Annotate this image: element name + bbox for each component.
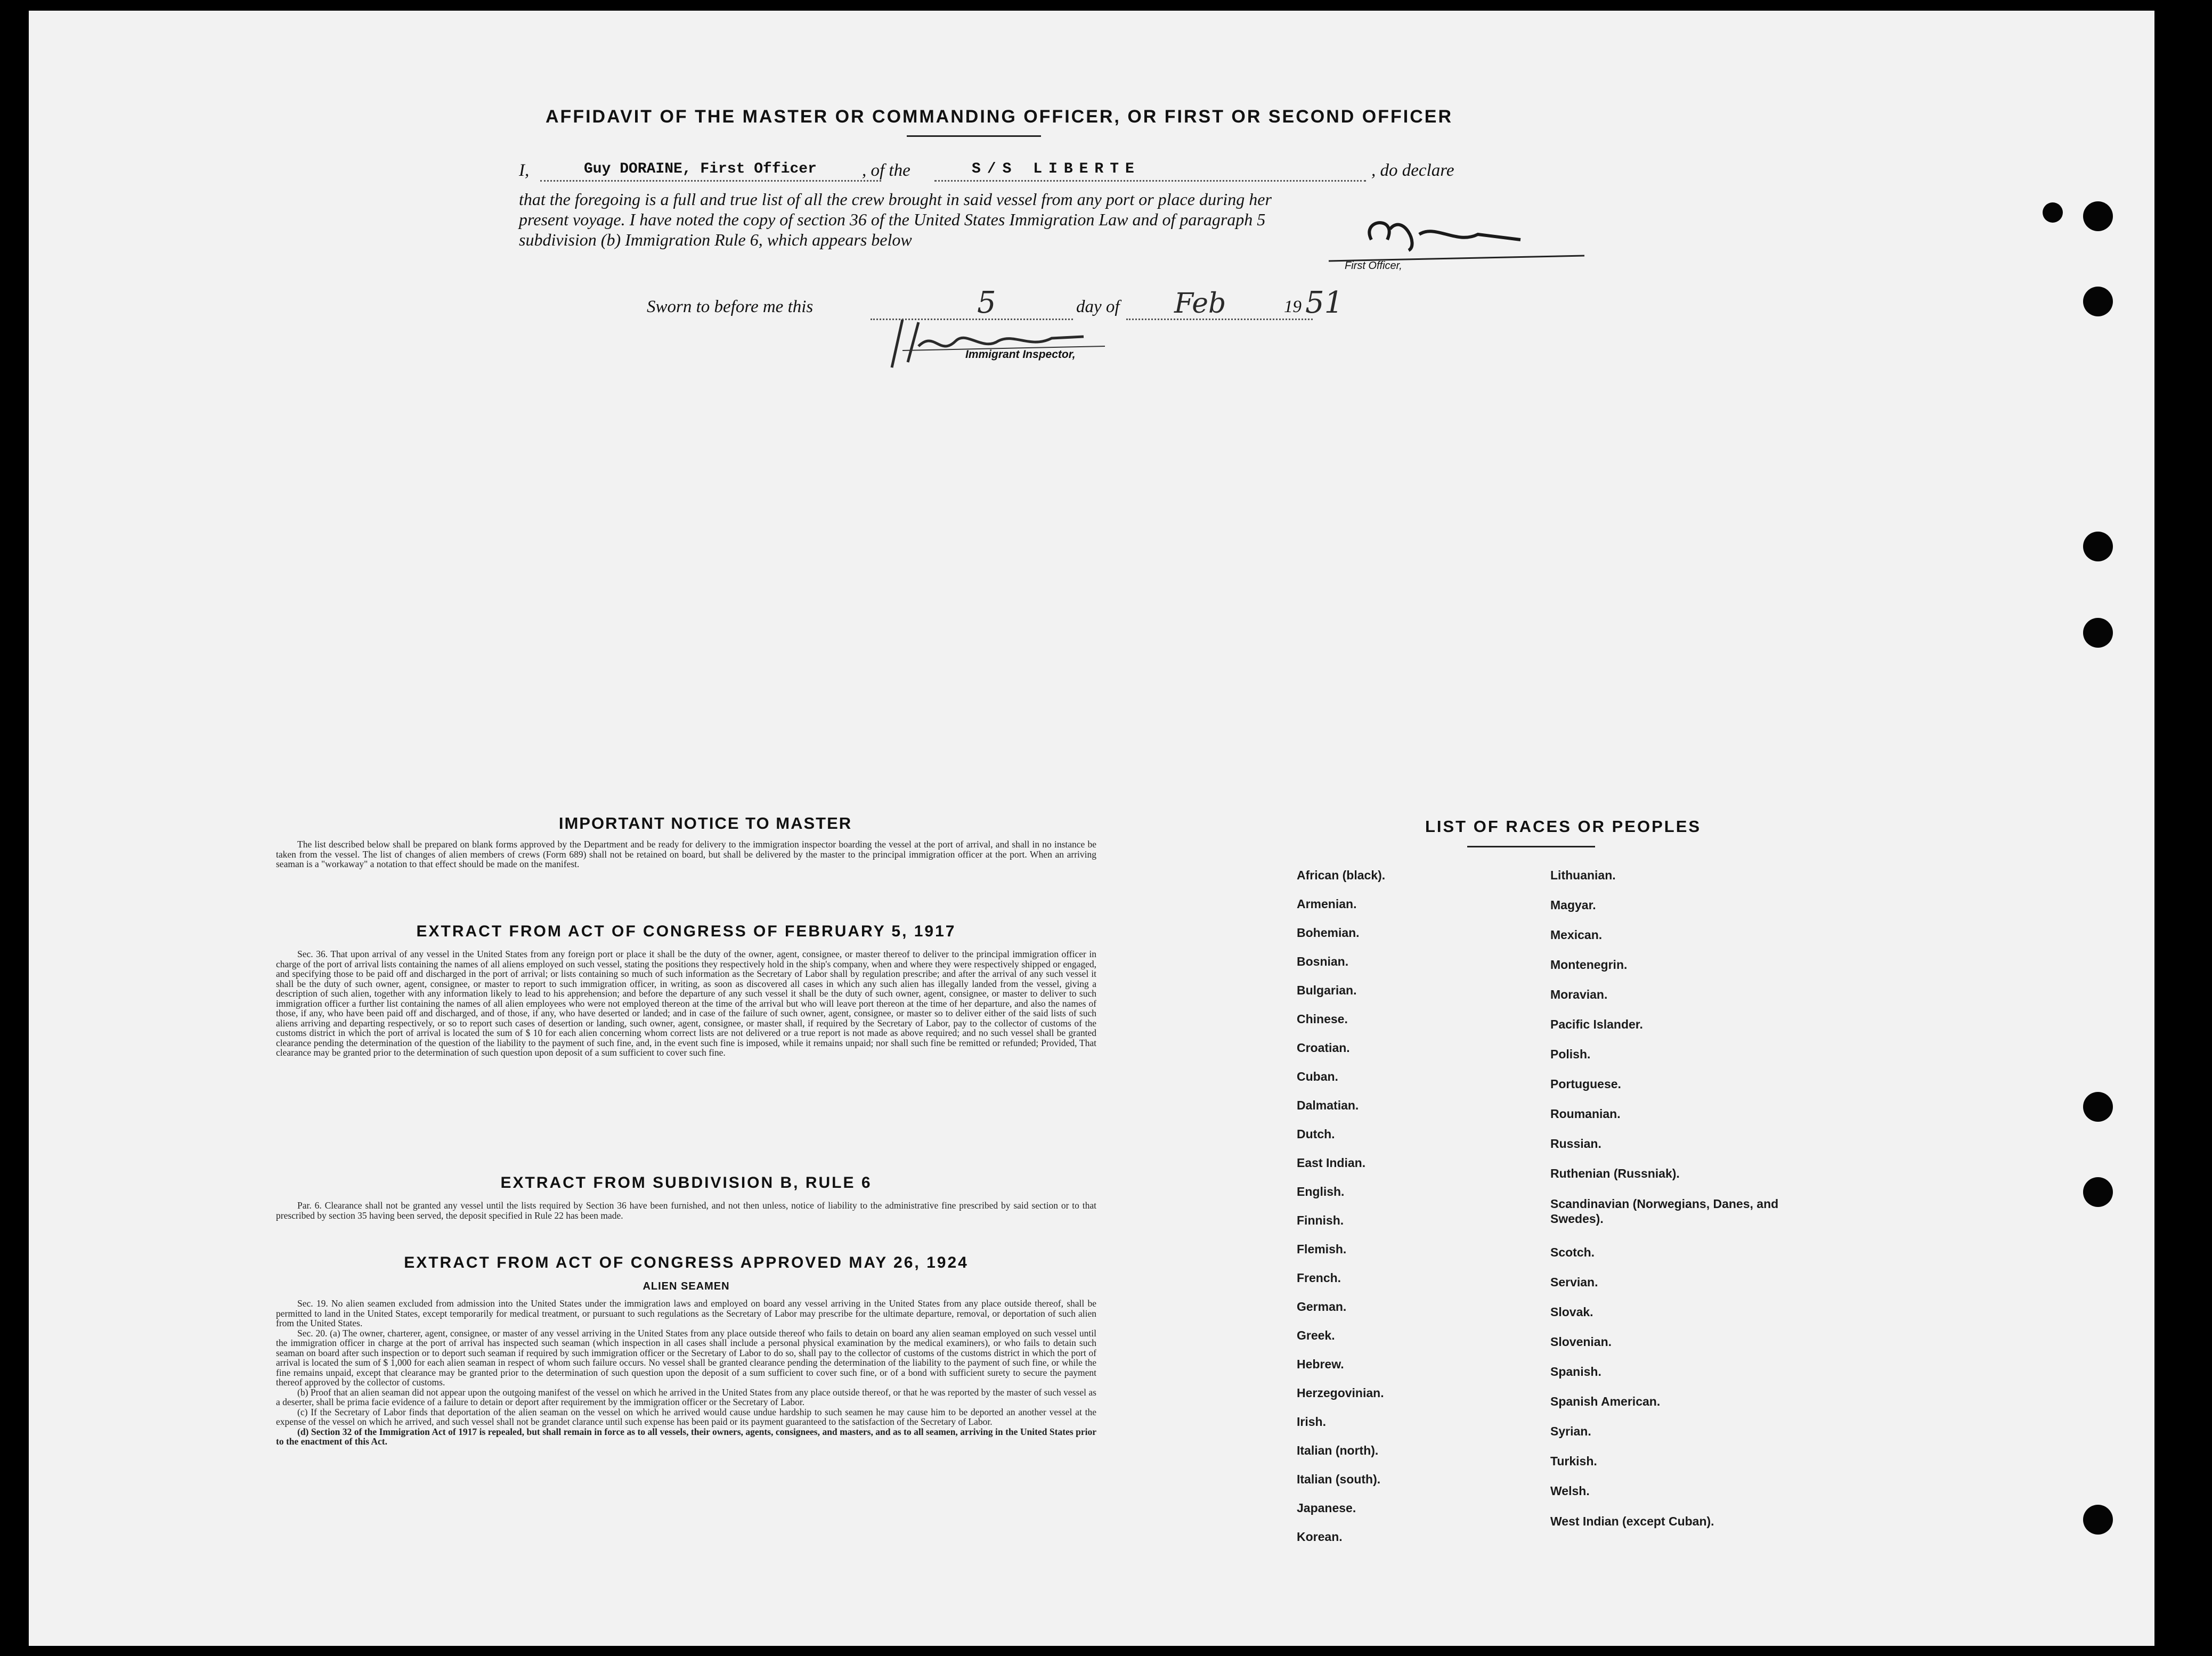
race-item: Chinese. — [1297, 1012, 1348, 1026]
officer-signature-icon — [1297, 202, 1595, 277]
race-item: Moravian. — [1550, 988, 1608, 1001]
race-item: Russian. — [1550, 1137, 1601, 1151]
notice-intro: The list described below shall be prepared on blank forms approved by the Department and be ready for delivery to the immigration inspector boarding the vessel at the port of arrival, and shall in no instance be taken from the vessel. The list of changes of alien members of crews (Form 689) shall not be retained on board, but shall be delivered by the master to the principal immigration officer at the port. When an arriving seaman is a "workaway" a notation to that effect should be made on the manifest. — [276, 839, 1096, 869]
extract3-title: EXTRACT FROM ACT OF CONGRESS APPROVED MAY 26, 1924 — [404, 1254, 969, 1271]
race-item: Herzegovinian. — [1297, 1386, 1384, 1400]
day-of-label: day of — [1076, 297, 1120, 316]
vessel-line — [934, 180, 1366, 182]
race-item: Flemish. — [1297, 1242, 1347, 1256]
race-item: Croatian. — [1297, 1041, 1350, 1055]
sworn-month-line — [1126, 319, 1313, 320]
officer-label-text: First Officer, — [1345, 260, 1402, 272]
declarant-line — [540, 180, 881, 182]
race-item: Armenian. — [1297, 897, 1357, 911]
notice-title: IMPORTANT NOTICE TO MASTER — [558, 814, 852, 833]
sworn-month: Feb — [1174, 288, 1226, 320]
races-title: LIST OF RACES OR PEOPLES — [1425, 817, 1702, 836]
race-item: Pacific Islander. — [1550, 1017, 1643, 1031]
extract3-body — [276, 1299, 1096, 1447]
race-item: African (black). — [1297, 868, 1386, 882]
race-item: Welsh. — [1550, 1484, 1590, 1498]
race-item: Polish. — [1550, 1047, 1591, 1061]
punch-hole-icon — [2083, 1505, 2113, 1535]
of-the-label: , of the — [862, 161, 910, 180]
race-item: West Indian (except Cuban). — [1550, 1514, 1714, 1528]
race-item: German. — [1297, 1300, 1347, 1314]
race-item: Scotch. — [1550, 1245, 1595, 1259]
race-item: Spanish American. — [1550, 1394, 1661, 1408]
race-item: English. — [1297, 1185, 1345, 1198]
year-prefix: 19 — [1284, 297, 1302, 316]
document-sheet — [29, 11, 2154, 1646]
race-item: Greek. — [1297, 1328, 1335, 1342]
extract3-subtitle: ALIEN SEAMEN — [643, 1280, 730, 1292]
race-item: Montenegrin. — [1550, 958, 1628, 972]
sworn-day: 5 — [977, 285, 996, 320]
race-item: Irish. — [1297, 1415, 1326, 1429]
races-title-underline — [1467, 846, 1595, 847]
race-item: Spanish. — [1550, 1365, 1601, 1378]
race-item: East Indian. — [1297, 1156, 1366, 1170]
race-item: Korean. — [1297, 1530, 1343, 1544]
race-item: Portuguese. — [1550, 1077, 1621, 1091]
race-item: Syrian. — [1550, 1424, 1591, 1438]
punch-hole-icon — [2083, 618, 2113, 648]
extract1-title: EXTRACT FROM ACT OF CONGRESS OF FEBRUARY 5, 1917 — [416, 923, 956, 940]
inspector-signature-icon — [881, 309, 1148, 373]
extract1-body: Sec. 36. That upon arrival of any vessel in the United States from any foreign port or place it shall be the duty of the owner, agent, consignee, or master thereof to deliver to the principal immigration officer in charge of the port of arrival lists containing the names of all aliens employed on such vessel, stating the positions they respectively hold in the ship's company, when and where they were respectively shipped or engaged, and specifying those to be paid off and discharged in the port of arrival; or lists containing so much of such information as the Secretary of Labor shall by regulation prescribe; and after the arrival of any such vessel it shall be the duty of such owner, agent, consignee, or master to report to such immigration officer, in writing, as soon as discovered all cases in which any such alien has illegally landed from the vessel, giving a description of such alien, together with any information likely to lead to his apprehension; and before the departure of any such vessel it shall be the duty of such owner, agent, consignee, or master to deliver to such immigration officer a further list containing the names of all alien employees who were not employed thereon at the time of the arrival but who will leave port thereon at the time of her departure, and also the names of those, if any, who have been paid off and discharged, and of those, if any, who have deserted or landed; and in case of the failure of such owner, agent, consignee, or master so to deliver either of the said lists of such aliens arriving and departing respectively, or so to report such cases of desertion or landing, such owner, agent, consignee, or master shall, if required by the Secretary of Labor, pay to the collector of customs of the customs district in which the port of arrival is located the sum of $ 10 for each alien concerning whom correct lists are not delivered or a true report is not made as above required; and no such vessel shall be granted clearance pending the determination of the question of the liability to the payment of such fine, and, in the event such fine is imposed, while it remains unpaid; nor shall such fine be remitted or refunded; Provided, That clearance may be granted prior to the determination of such question upon deposit of a sum sufficient to cover such fine. — [276, 949, 1096, 1058]
punch-hole-icon — [2043, 202, 2063, 223]
declaration-line-2: that the foregoing is a full and true list of all the crew brought in said vessel from any port or place during her — [519, 190, 1272, 209]
race-item: Mexican. — [1550, 928, 1603, 942]
race-item: Dalmatian. — [1297, 1098, 1359, 1112]
race-item: Scandinavian (Norwegians, Danes, and Swedes). — [1550, 1197, 1779, 1226]
race-item: Turkish. — [1550, 1454, 1597, 1468]
race-item: Italian (south). — [1297, 1472, 1381, 1486]
extract3-paragraph: (d) Section 32 of the Immigration Act of 1917 is repealed, but shall remain in force as to all vessels, their owners, agents, consignees, and masters, and as to all seamen, arriving in the United States prior to the enactment of this Act. — [276, 1426, 1096, 1447]
punch-hole-icon — [2083, 532, 2113, 561]
race-item: Hebrew. — [1297, 1357, 1344, 1371]
race-item: Finnish. — [1297, 1213, 1344, 1227]
race-item: Lithuanian. — [1550, 868, 1616, 882]
declarant-name: Guy DORAINE, First Officer — [584, 161, 817, 177]
race-item: Cuban. — [1297, 1070, 1338, 1083]
race-item: French. — [1297, 1271, 1341, 1285]
extract3-paragraph: Sec. 20. (a) The owner, charterer, agent, consignee, or master of any vessel arriving in the United States from any place outside thereof who fails to detain on board any alien seaman employed on such vessel until the immigration officer in charge at the port of arrival has inspected such seaman (which inspection in all cases shall include a personal physical examination by the medical examiners), or who fails to detain such seaman on board after such inspection or to deport such seaman if required by such immigration officer or the Secretary of Labor to do so, shall pay to the collector of customs of the customs district in which the port of arrival is located the sum of $ 1,000 for each alien seaman in respect of whom such failure occurs. No vessel shall be granted clearance pending the determination of the liability to the payment of such fine, or while the fine remains unpaid, except that clearance may be granted prior to the determination of such question upon the deposit of a sum sufficient to cover such fine, or of a bond with sufficient surety to secure the payment thereof approved by the collector of customs. — [276, 1327, 1096, 1388]
year-suffix: 51 — [1305, 285, 1344, 320]
race-item: Ruthenian (Russniak). — [1550, 1166, 1680, 1180]
race-item: Italian (north). — [1297, 1443, 1379, 1457]
title-underline — [907, 135, 1041, 137]
race-item: Magyar. — [1550, 898, 1596, 912]
race-item: Slovenian. — [1550, 1335, 1612, 1349]
sworn-label: Sworn to before me this — [647, 297, 814, 316]
race-item: Roumanian. — [1550, 1107, 1621, 1121]
extract3-paragraph: (b) Proof that an alien seaman did not appear upon the outgoing manifest of the vessel on which he arrived in the United States from any place outside thereof, or that he was reported by the master of such vessel as a deserter, shall be prima facie evidence of a failure to detain or deport after requirement by the immigration officer or the Secretary of Labor. — [276, 1386, 1096, 1407]
extract2-title: EXTRACT FROM SUBDIVISION B, RULE 6 — [500, 1174, 872, 1192]
officer-label — [1345, 260, 1402, 272]
affidavit-title: AFFIDAVIT OF THE MASTER OR COMMANDING OFFICER, OR FIRST OR SECOND OFFICER — [546, 107, 1453, 127]
race-item: Bosnian. — [1297, 955, 1349, 968]
declaration-line-4: subdivision (b) Immigration Rule 6, which appears below — [519, 230, 912, 249]
punch-hole-icon — [2083, 1177, 2113, 1207]
declaration-line-3: present voyage. I have noted the copy of section 36 of the United States Immigration Law and of paragraph 5 — [519, 210, 1266, 229]
race-item: Bulgarian. — [1297, 983, 1357, 997]
inspector-label: Immigrant Inspector, — [965, 348, 1076, 361]
punch-hole-icon — [2083, 287, 2113, 316]
extract3-paragraph: (c) If the Secretary of Labor finds that deportation of the alien seaman on the vessel on which he arrived would cause undue hardship to such seamen he may cause him to be deported an another vessel at the expense of the vessel on which he arrived, and such vessel shall not be grandet clarance until such expense has been paid or its payment guaranteed to the satisfaction of the Secretary of Labor. — [276, 1406, 1096, 1427]
race-item: Servian. — [1550, 1275, 1598, 1289]
race-item: Slovak. — [1550, 1305, 1593, 1319]
vessel-name: S/S LIBERTE — [972, 161, 1141, 177]
do-declare-label: , do declare — [1371, 161, 1454, 180]
i-label: I, — [519, 161, 530, 180]
race-item: Japanese. — [1297, 1501, 1356, 1515]
extract2-body: Par. 6. Clearance shall not be granted any vessel until the lists required by Section 36 have been furnished, and not then unless, notice of liability to the administrative fine prescribed by said section or to that prescribed by section 35 having been served, the deposit specified in Rule 22 has been made. — [276, 1200, 1096, 1221]
punch-hole-icon — [2083, 201, 2113, 231]
race-item: Bohemian. — [1297, 926, 1360, 940]
race-item: Dutch. — [1297, 1127, 1335, 1141]
punch-hole-icon — [2083, 1092, 2113, 1122]
extract3-paragraph: Sec. 19. No alien seamen excluded from admission into the United States under the immigration laws and employed on board any vessel arriving in the United States from any place outside thereof, shall be permitted to land in the United States, except temporarily for medical treatment, or pursuant to such regulations as the Secretary of Labor may prescribe for the ultimate departure, removal, or deportation of such alien from the United States. — [276, 1298, 1096, 1328]
